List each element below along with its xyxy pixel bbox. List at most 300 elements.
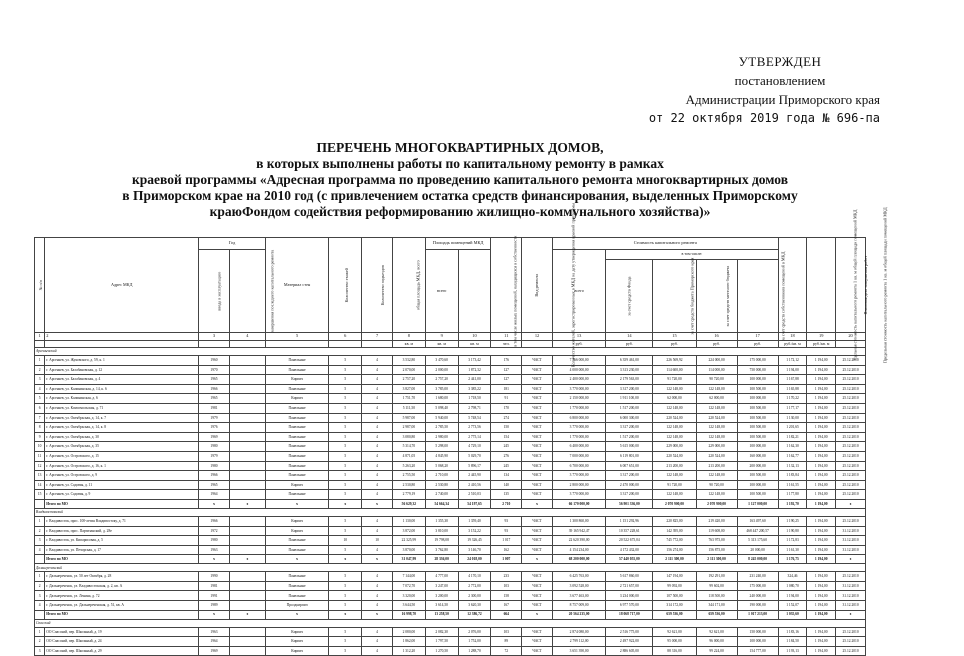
table-cell: 2 886 605,00 [606,646,653,656]
table-cell: 1 770 000,00 [552,403,605,413]
table-cell: 2 510,03 [458,490,491,500]
table-cell: 100 500,00 [737,413,778,423]
table-cell: руб./кв. м [807,341,836,348]
table-cell: 163 497,60 [737,516,778,526]
table-cell: 31.12.2010 [836,545,866,555]
table-cell: 245 [491,442,522,452]
table-cell: 3 200,00 [425,591,458,601]
table-cell [229,461,265,471]
table-cell: 2 710 [491,499,522,508]
table-cell: 4 [362,480,393,490]
table-cell: 4 [35,545,45,555]
table-cell: 2 980,00 [425,432,458,442]
table-cell: 25.12.2010 [836,572,866,582]
table-row [35,516,866,526]
table-cell: 6 425 763,00 [552,572,605,582]
table-cell: 2 799 112,00 [552,637,605,647]
table-cell: 220 524,00 [696,451,737,461]
table-cell: 3 092 528,00 [552,581,605,591]
table-cell: 4 [362,432,393,442]
table-cell: 3 785,00 [425,384,458,394]
table-cell: 18 [778,333,807,341]
table-cell: 56 901 336,00 [606,499,653,508]
table-cell: 13 [552,333,605,341]
table-cell: 4 [362,637,393,647]
table-cell: 1 194,00 [807,413,836,423]
table-cell: 1 [35,516,45,526]
table-cell: 1 151 292,96 [606,516,653,526]
header-fund: за счет средств Фонда [606,260,653,333]
table-cell: x [362,610,393,619]
table-cell: 1 194,00 [807,591,836,601]
header-year-built: ввода в эксплуатацию [199,250,230,333]
table-cell [229,384,265,394]
table-cell: 154 [491,432,522,442]
table-cell: 2 082,30 [425,627,458,637]
table-cell: x [229,555,265,564]
table-cell: 127 [491,365,522,375]
table-cell: 103 [491,627,522,637]
table-cell: 25.12.2010 [836,627,866,637]
table-cell: 1 194,00 [807,601,836,611]
table-cell: 3 644,50 [392,601,425,611]
table-cell: Панельные [265,356,329,366]
header-no: № п/п [35,238,45,333]
table-cell: 122 148,00 [696,423,737,433]
table-cell: 90 720,00 [696,375,737,385]
table-cell: x [362,555,393,564]
table-row [35,545,866,555]
table-cell: 4 [362,516,393,526]
table-cell: ЧАСТ [522,545,553,555]
table-cell: 10 [329,536,362,546]
table-cell [35,555,45,564]
table-cell: Панельные [265,413,329,423]
table-cell: 1969 [199,646,230,656]
table-cell: x [836,555,866,564]
table-cell: 5 314,70 [392,442,425,452]
table-cell: руб. [653,341,696,348]
table-cell: 2 779,19 [392,490,425,500]
table-cell [329,341,362,348]
table-cell: 11 [35,451,45,461]
table-cell: руб. [552,341,605,348]
table-cell: 1965 [199,480,230,490]
table-cell: Панельные [265,572,329,582]
table-cell: 5 [329,646,362,656]
table-cell: 1 183,84 [778,471,807,481]
header-area: общая площадь МКД, всего [392,238,425,333]
table-cell: 2 516 775,00 [606,627,653,637]
table-cell: 3 247,00 [425,581,458,591]
table-cell: 2 497 922,00 [606,637,653,647]
table-cell: 5 [329,572,362,582]
table-cell: 10 [35,442,45,452]
table-cell: г. Арсеньев, ул. Калининская, д. 6 [45,394,199,404]
table-cell: 18 068 717,00 [606,610,653,619]
table-row [35,375,866,385]
table-cell: 1980 [199,442,230,452]
table-cell: 750 000,00 [737,365,778,375]
table-cell: 99 224,00 [696,646,737,656]
table-cell: 1 194,00 [807,442,836,452]
header-floors: Количество этажей [329,238,362,333]
table-cell: 8 [392,333,425,341]
table-cell: 5 [265,333,329,341]
table-cell: 3 470,60 [425,356,458,366]
table-cell: г. Арсеньев, ул. Островского, д. 16, к. 1 [45,461,199,471]
table-cell: 100 000,00 [737,442,778,452]
table-cell: 1 177,17 [778,403,807,413]
table-cell [35,499,45,508]
table-cell: 4 [362,356,393,366]
table-cell: 1966 [199,516,230,526]
table-cell: 1 312,20 [392,646,425,656]
table-cell: 1 017 [491,536,522,546]
table-cell: 1 [35,333,45,341]
table-cell: x [199,555,230,564]
table-cell: 158 [491,591,522,601]
table-cell: Кирпич [265,646,329,656]
table-cell: 4 [362,627,393,637]
table-cell: 4 170,10 [458,572,491,582]
table-cell: 1 862,00 [392,637,425,647]
table-cell: 2 400 000,00 [552,375,605,385]
table-cell: Панельные [265,432,329,442]
table-cell: 1 201,65 [778,423,807,433]
table-cell: 3 173,42 [458,356,491,366]
table-cell: 5 [329,365,362,375]
table-cell: 7 [35,413,45,423]
table-cell: кв. м [392,341,425,348]
table-cell: 100 000,00 [737,375,778,385]
table-cell: 5 [329,471,362,481]
table-cell: ЧАСТ [522,365,553,375]
table-cell: 5 [329,545,362,555]
table-cell: 100 500,00 [737,471,778,481]
table-cell [229,375,265,385]
table-cell: 1 194,00 [807,356,836,366]
table-cell: 15 [653,333,696,341]
table-cell: 156 274,00 [653,545,696,555]
table-cell: x [522,555,553,564]
units-row [35,341,866,348]
table-cell: 28 336,00 [425,555,458,564]
table-cell: 6 007 651,00 [606,461,653,471]
table-cell: 14 [606,333,653,341]
table-cell [229,545,265,555]
table-cell: 3 317 200,00 [606,423,653,433]
table-cell: 25.12.2010 [836,637,866,647]
table-cell: 1 184,50 [778,637,807,647]
header-year-repair: завершения последнего капитального ремонта [229,250,265,333]
table-cell: 2 757,20 [425,375,458,385]
table-cell: 1 355,30 [425,516,458,526]
table-cell: 5 [329,627,362,637]
table-cell: 170 [491,403,522,413]
table-cell: 92 621,00 [696,627,737,637]
table-cell: 2 785,50 [425,423,458,433]
table-cell: 25.12.2010 [836,423,866,433]
table-cell: Кирпич [265,394,329,404]
header-repair-type: Вид ремонта [522,238,553,333]
header-cost: Стоимость капитального ремонта [552,238,778,250]
table-cell: Панельные [265,581,329,591]
table-cell: 175 000,00 [737,581,778,591]
table-cell: 1 194,00 [807,499,836,508]
table-cell: 231 240,00 [737,572,778,582]
table-cell: 1 132,13 [778,461,807,471]
table-cell [229,572,265,582]
table-cell: 220 524,00 [653,451,696,461]
table-cell: кв. м [425,341,458,348]
table-cell [35,341,45,348]
table-cell: г. Дальнереченск, ул. Владивостокская, д. 2, кв. А [45,581,199,591]
table-cell: ЧАСТ [522,423,553,433]
table-cell: руб./кв. м [778,341,807,348]
table-cell: Панельные [265,451,329,461]
table-cell: 1 183,16 [778,627,807,637]
table-cell: 1 194,00 [807,610,836,619]
table-cell: x [329,499,362,508]
total-row [35,555,866,564]
table-cell: 25.12.2010 [836,394,866,404]
table-cell: 745 772,00 [653,536,696,546]
table-row [35,591,866,601]
table-row [35,601,866,611]
table-cell: 1 288,70 [458,646,491,656]
table-cell: 1 193,13 [778,646,807,656]
title-line-3: краевой программы «Адресная программа по проведению капитального ремонта многоквартирных домов [132,172,788,187]
table-cell: 22 620 390,00 [552,536,605,546]
table-cell [229,526,265,536]
table-cell: 659 536,00 [696,610,737,619]
table-cell: 31.12.2010 [836,601,866,611]
table-cell: 127 [491,375,522,385]
table-cell: 1 170,22 [778,394,807,404]
table-cell: 4 777,00 [425,572,458,582]
table-cell: 1 872,32 [458,365,491,375]
table-cell: 135 [491,490,522,500]
table-cell: 25.12.2010 [836,432,866,442]
table-cell: 142 395,00 [653,526,696,536]
table-cell: г. Арсеньев, ул. Садовая, д. 9 [45,490,199,500]
table-cell: 1 [35,356,45,366]
table-cell: 1 194,00 [807,375,836,385]
table-cell: 5 [35,394,45,404]
table-cell: 2 740,00 [425,490,458,500]
table-cell: 91 [491,394,522,404]
table-cell: 25.12.2010 [836,516,866,526]
table-cell: 1 517 200,00 [606,432,653,442]
table-cell: 1 797,50 [425,637,458,647]
table-cell: 25.12.2010 [836,442,866,452]
table-cell: 1 161,55 [778,480,807,490]
table-cell: ЧАСТ [522,581,553,591]
table-cell: ОО Спасский, пер. Школьный, д. 19 [45,627,199,637]
table-cell: ЧАСТ [522,413,553,423]
table-cell [229,341,265,348]
table-cell: Панельные [265,423,329,433]
table-cell: 4 729,10 [458,442,491,452]
header-incl: в том числе: [606,250,778,260]
table-cell: 344 171,00 [696,601,737,611]
table-cell: 31.12.2010 [836,526,866,536]
table-cell: 6 [329,333,362,341]
table-cell [229,403,265,413]
table-cell: 2 [35,581,45,591]
table-cell: 5 [329,490,362,500]
group-name: Арсеньевский [35,348,866,356]
table-cell: 1981 [199,403,230,413]
table-cell: 2 111 300,00 [653,555,696,564]
table-cell: 7 000 000,00 [552,451,605,461]
total-row [35,499,866,508]
table-cell: 5 [329,432,362,442]
table-cell: 4 [362,451,393,461]
table-cell: 5 298,00 [425,442,458,452]
table-cell: 3 313 230,00 [606,365,653,375]
table-cell: 1 [35,627,45,637]
table-cell: 20 000,00 [737,545,778,555]
table-cell: 1 517 200,00 [606,403,653,413]
table-cell: 2 [35,526,45,536]
table-cell: Панельные [265,365,329,375]
table-cell [522,341,553,348]
table-cell: 22 325,99 [392,536,425,546]
header-owners: за счет средств собственников помещений в МКД [737,260,778,333]
table-cell: 66 170 000,00 [552,499,605,508]
table-cell: x [522,610,553,619]
table-cell: 3 677 463,00 [552,591,605,601]
table-cell: 200 000,00 [737,461,778,471]
table-cell: ЧАСТ [522,403,553,413]
table-cell: 167 [491,601,522,611]
table-cell: 5 896,17 [458,461,491,471]
table-cell: 1 194,00 [807,572,836,582]
table-cell: 3 234 000,00 [606,591,653,601]
table-cell: 5 [329,601,362,611]
table-cell [229,627,265,637]
table-cell: ЧАСТ [522,480,553,490]
table-cell: ЧАСТ [522,451,553,461]
table-cell: 5 [329,442,362,452]
table-cell: 1979 [199,451,230,461]
table-cell: 1 718,50 [458,394,491,404]
table-cell: 1980 [199,461,230,471]
table-cell: 6 400 000,00 [552,442,605,452]
table-cell: 31.12.2010 [836,581,866,591]
header-regional: за счет средств бюджета Приморского края [653,260,696,333]
table-cell: 5 [329,516,362,526]
table-cell: ЧАСТ [522,526,553,536]
table-cell: 2 775,14 [458,432,491,442]
table-cell: 4 [362,526,393,536]
header-entrances: Количество подъездов [362,238,393,333]
table-cell: ЧАСТ [522,601,553,611]
table-cell: 1 194,00 [807,490,836,500]
table-cell: 118 500,00 [696,591,737,601]
table-cell: 1 911 100,00 [606,394,653,404]
table-cell: ОО Спасский, пер. Школьный, д. 29 [45,646,199,656]
table-cell [229,581,265,591]
table-cell: 107 500,00 [653,591,696,601]
header-deadline: Плановая дата завершения работ [836,238,866,333]
table-row [35,423,866,433]
table-cell: 1 127 000,00 [737,499,778,508]
table-cell: 2 150 000,00 [552,394,605,404]
table-cell: 54 664,34 [425,499,458,508]
table-cell: 25.12.2010 [836,480,866,490]
table-cell: 25.12.2010 [836,646,866,656]
table-cell: кв. м [458,341,491,348]
table-cell: 1 017 213,00 [737,610,778,619]
table-cell: г. Арсеньев, ул. Калининская, д. 14, к. 6 [45,384,199,394]
table-cell: 25.12.2010 [836,461,866,471]
table-cell: 31.12.2010 [836,591,866,601]
table-cell: 88 316,00 [653,646,696,656]
table-cell: x [265,555,329,564]
table-cell: 1 130,00 [392,516,425,526]
table-cell: 190 000,00 [737,601,778,611]
table-row [35,490,866,500]
table-cell: 1 194,00 [807,536,836,546]
table-cell: Кирпич [265,637,329,647]
table-cell: Панельные [265,471,329,481]
table-cell: 122 148,00 [653,403,696,413]
table-cell: 31.12.2010 [836,536,866,546]
table-cell: 17 [737,333,778,341]
table-cell: 1 194,00 [778,591,807,601]
table-row [35,365,866,375]
table-cell: 3 620,30 [458,601,491,611]
table-cell: 4 [35,601,45,611]
table-cell: 1991 [199,591,230,601]
table-cell: 1963 [199,627,230,637]
table-cell: 25.12.2010 [836,490,866,500]
table-cell: 6 700 000,00 [552,461,605,471]
table-cell: 1 770 000,00 [552,432,605,442]
table-cell: 4 172 432,00 [606,545,653,555]
table-cell: 1 194,00 [807,627,836,637]
table-cell: x [199,499,230,508]
table-cell: 1960 [199,356,230,366]
table-cell: 1 190,25 [778,516,807,526]
table-cell: 19 798,08 [425,536,458,546]
table-cell: 1 182,21 [778,432,807,442]
table-cell: 2 530,80 [392,480,425,490]
table-cell: 2 470 000,00 [606,480,653,490]
table-cell: г. Владивосток, ул. Кипарисовая, д. 5 [45,536,199,546]
approval-line-authority: Администрации Приморского края [685,92,880,107]
table-cell: 100 000,00 [737,480,778,490]
table-cell: 12 [522,333,553,341]
header-residents: Количество жителей, зарегистрированных в МКД на дату утверждения краевой программы [491,238,522,333]
table-cell: 2 755,50 [392,471,425,481]
table-cell: 2 772,00 [458,581,491,591]
table-cell: 4 [362,490,393,500]
table-cell: 150 000,00 [737,627,778,637]
table-cell [229,490,265,500]
header-premises-owned: в том числе жилых помещений, находящихся в собственности [458,250,491,333]
table-body [35,333,866,656]
table-cell: г. Дальнереченск, ул. Дальнереченская, д. 51, кв. А [45,601,199,611]
table-cell: x [362,499,393,508]
table-cell: 16 [696,333,737,341]
table-cell: г. Владивосток, ул. Печорская, д. 17 [45,545,199,555]
table-cell: 20 564 235,00 [552,610,605,619]
table-cell [229,646,265,656]
